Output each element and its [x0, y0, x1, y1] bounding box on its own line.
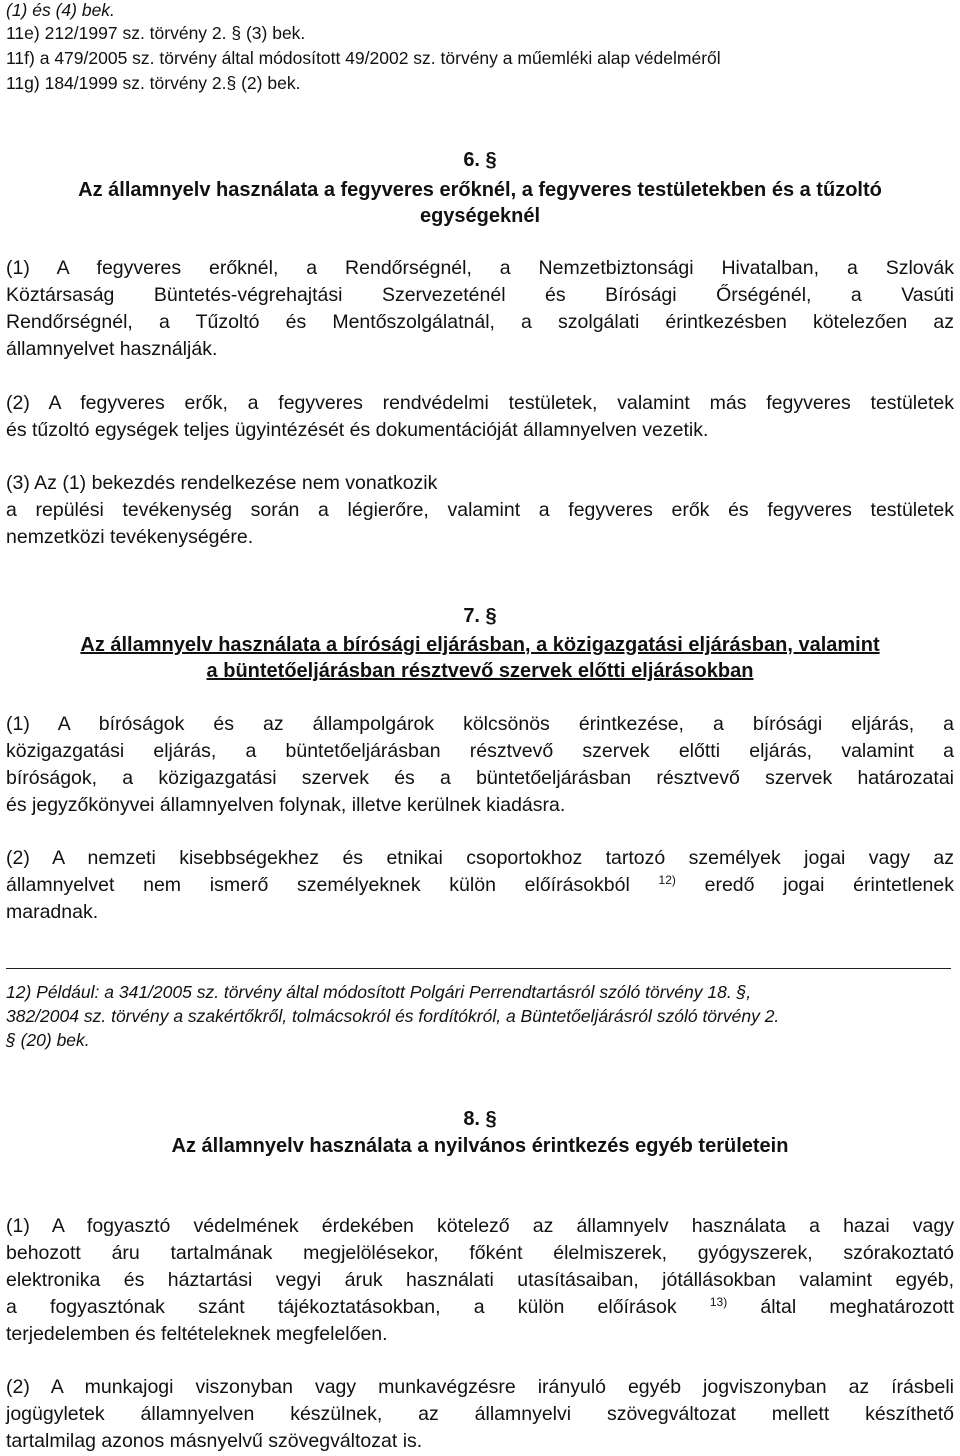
paragraph-line: és jegyzőkönyvei államnyelven folynak, illetve kerülnek kiadásra.	[6, 794, 566, 816]
paragraph-line: Rendőrségnél, a Tűzoltó és Mentőszolgálatnál, a szolgálati érintkezésben kötelezően az	[6, 311, 954, 333]
footnote-ref: 12)	[658, 873, 676, 887]
text-segment: a fogyasztónak szánt tájékoztatásokban, a külön előírások	[6, 1296, 677, 1318]
section-title: Az államnyelv használata a nyilvános érintkezés egyéb területein	[171, 1135, 789, 1157]
footnote-line: 382/2004 sz. törvény a szakértőkről, tolmácsokról és fordítókról, a Büntetőeljárásról szóló törvény 2.	[6, 1006, 780, 1026]
paragraph-line: (2) A munkajogi viszonyban vagy munkavégzésre irányuló egyéb jogviszonyban az írásbeli	[6, 1376, 954, 1398]
text-segment: eredő jogai érintetlenek	[704, 874, 954, 896]
paragraph-line: tartalmilag azonos másnyelvű szövegváltozat is.	[6, 1430, 423, 1452]
section-title: Az államnyelv használata a fegyveres erőknél, a fegyveres testületekben és a tűzoltó	[78, 179, 882, 201]
section-number: 6. §	[463, 149, 497, 171]
paragraph-line: bíróságok, a közigazgatási szervek és a büntetőeljárásban résztvevő szervek határozatai	[6, 767, 954, 789]
footnote-line: § (20) bek.	[6, 1030, 90, 1050]
paragraph-line	[6, 1294, 954, 1320]
top-footnote-line: (1) és (4) bek.	[6, 0, 115, 20]
footnote-separator	[6, 968, 951, 969]
paragraph-line: (2) A nemzeti kisebbségekhez és etnikai csoportokhoz tartozó személyek jogai vagy az	[6, 847, 954, 869]
footnote-line: 12) Például: a 341/2005 sz. törvény által módosított Polgári Perrendtartásról szóló törvény 18. §,	[6, 982, 752, 1002]
footnote-ref: 13)	[709, 1295, 728, 1309]
paragraph-line: (2) A fegyveres erők, a fegyveres rendvédelmi testületek, valamint más fegyveres testületek	[6, 392, 954, 414]
section-number: 7. §	[463, 605, 497, 627]
paragraph-line: elektronika és háztartási vegyi áruk használati utasításaiban, jótállásokban valamint egyéb,	[6, 1269, 954, 1291]
paragraph-line: és tűzoltó egységek teljes ügyintézését és dokumentációját államnyelven vezetik.	[6, 419, 709, 441]
paragraph-line: maradnak.	[6, 901, 99, 923]
paragraph-line: (1) A fegyveres erőknél, a Rendőrségnél, a Nemzetbiztonsági Hivatalban, a Szlovák	[6, 257, 954, 279]
paragraph-line: államnyelvet használják.	[6, 338, 218, 360]
text-segment: által meghatározott	[760, 1296, 954, 1318]
paragraph-line	[6, 872, 954, 898]
paragraph-line: behozott áru tartalmának megjelölésekor, főként élelmiszerek, gyógyszerek, szórakoztató	[6, 1242, 954, 1264]
paragraph-line: a repülési tevékenység során a légierőre, valamint a fegyveres erők és fegyveres testületek	[6, 499, 954, 521]
paragraph-line: közigazgatási eljárás, a büntetőeljárásban résztvevő szervek előtti eljárás, valamint a	[6, 740, 954, 762]
section-title: Az államnyelv használata a bírósági eljárásban, a közigazgatási eljárásban, valamint	[80, 634, 880, 656]
section-title: a büntetőeljárásban résztvevő szervek előtti eljárásokban	[206, 660, 754, 682]
paragraph-line: jogügyletek államnyelven készülnek, az államnyelvi szövegváltozat mellett készíthető	[6, 1403, 954, 1425]
paragraph-line: Köztársaság Büntetés-végrehajtási Szervezeténél és Bírósági Őrségénél, a Vasúti	[6, 284, 954, 306]
paragraph-line: (3) Az (1) bekezdés rendelkezése nem vonatkozik	[6, 472, 438, 494]
section-title: egységeknél	[419, 205, 541, 227]
paragraph-line: terjedelemben és feltételeknek megfelelően.	[6, 1323, 388, 1345]
top-footnote-line: 11f) a 479/2005 sz. törvény által módosított 49/2002 sz. törvény a műemléki alap védelméről	[6, 48, 721, 68]
top-footnote-line: 11e) 212/1997 sz. törvény 2. § (3) bek.	[6, 23, 306, 43]
section-number: 8. §	[463, 1108, 497, 1130]
paragraph-line: nemzetközi tevékenységére.	[6, 526, 254, 548]
top-footnote-line: 11g) 184/1999 sz. törvény 2.§ (2) bek.	[6, 73, 301, 93]
text-segment: államnyelvet nem ismerő személyeknek külön előírásokból	[6, 874, 630, 896]
paragraph-line: (1) A bíróságok és az állampolgárok kölcsönös érintkezése, a bírósági eljárás, a	[6, 713, 954, 735]
paragraph-line: (1) A fogyasztó védelmének érdekében kötelező az államnyelv használata a hazai vagy	[6, 1215, 954, 1237]
